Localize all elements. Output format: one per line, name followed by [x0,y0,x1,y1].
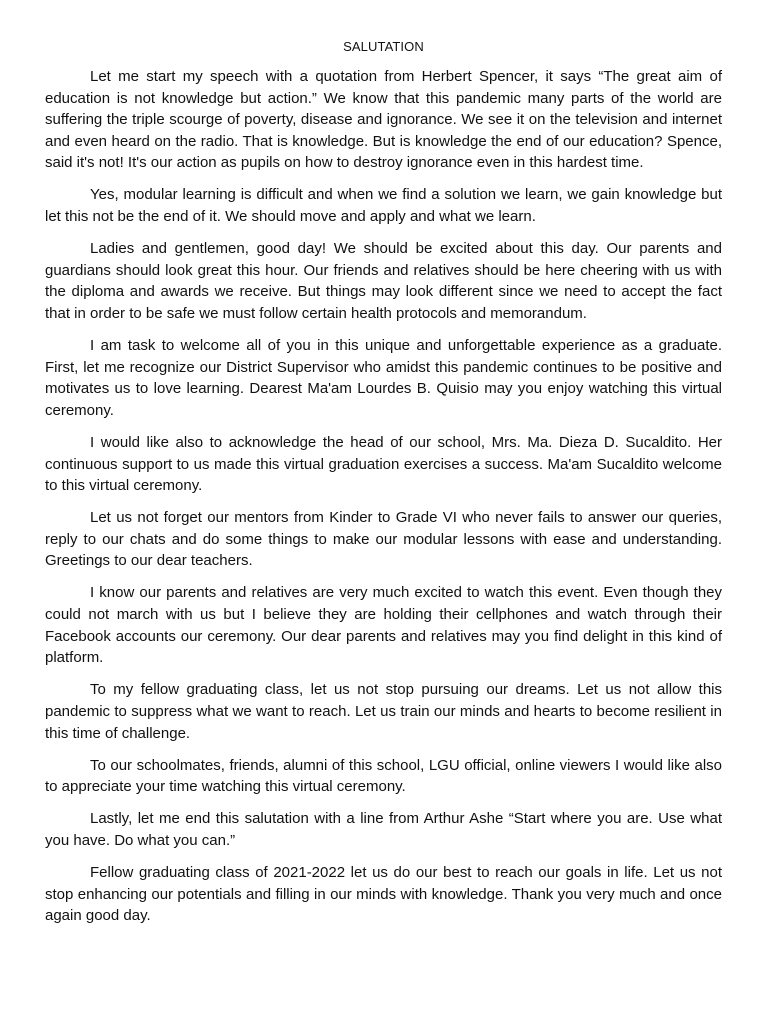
paragraph-6: Let us not forget our mentors from Kinder to Grade VI who never fails to answer our queries, reply to our chats and do some things to make our modular lessons with ease and understanding. Greetings to our dear teachers. [45,509,722,570]
document-page [45,38,722,937]
document-title: SALUTATION [343,39,424,54]
paragraph-3: Ladies and gentlemen, good day! We should be excited about this day. Our parents and guardians should look great this hour. Our friends and relatives should be here cheering with us with the diploma and awards we receive. But things may look different since we need to accept the fact that in order to be safe we must follow certain health protocols and memorandum. [45,240,722,322]
paragraph-9: To our schoolmates, friends, alumni of this school, LGU official, online viewers I would like also to appreciate your time watching this virtual ceremony. [45,756,722,796]
paragraph-10: Lastly, let me end this salutation with a line from Arthur Ashe “Start where you are. Use what you have. Do what you can.” [45,810,722,849]
paragraph-1: Let me start my speech with a quotation from Herbert Spencer, it says “The great aim of education is not knowledge but action.” We know that this pandemic many parts of the world are suffering the triple scourge of poverty, disease and ignorance. We see it on the television and internet and even heard on the radio. That is knowledge. But is knowledge the end of our education? Spence, said it's not! It's our action as pupils on how to destroy ignorance even in this hardest time. [45,68,722,172]
paragraph-11: Fellow graduating class of 2021-2022 let us do our best to reach our goals in life. Let us not stop enhancing our potentials and filling in our minds with knowledge. Thank you very much and once again good day. [45,864,722,925]
paragraph-4: I am task to welcome all of you in this unique and unforgettable experience as a graduate. First, let me recognize our District Supervisor who amidst this pandemic continues to be positive and motivates us to love learning. Dearest Ma'am Lourdes B. Quisio may you enjoy watching this virtual ceremony. [45,337,722,419]
paragraph-2: Yes, modular learning is difficult and when we find a solution we learn, we gain knowledge but let this not be the end of it. We should move and apply and what we learn. [45,186,722,226]
paragraph-8: To my fellow graduating class, let us not stop pursuing our dreams. Let us not allow this pandemic to suppress what we want to reach. Let us train our minds and hearts to become resilient in this time of challenge. [45,681,722,742]
paragraph-5: I would like also to acknowledge the head of our school, Mrs. Ma. Dieza D. Sucaldito. Her continuous support to us made this virtual graduation exercises a success. Ma'am Sucaldito welcome to this virtual ceremony. [45,433,722,495]
paragraph-7: I know our parents and relatives are very much excited to watch this event. Even though they could not march with us but I believe they are holding their cellphones and watch through their Facebook accounts our ceremony. Our dear parents and relatives may you find delight in this kind of platform. [45,584,722,667]
